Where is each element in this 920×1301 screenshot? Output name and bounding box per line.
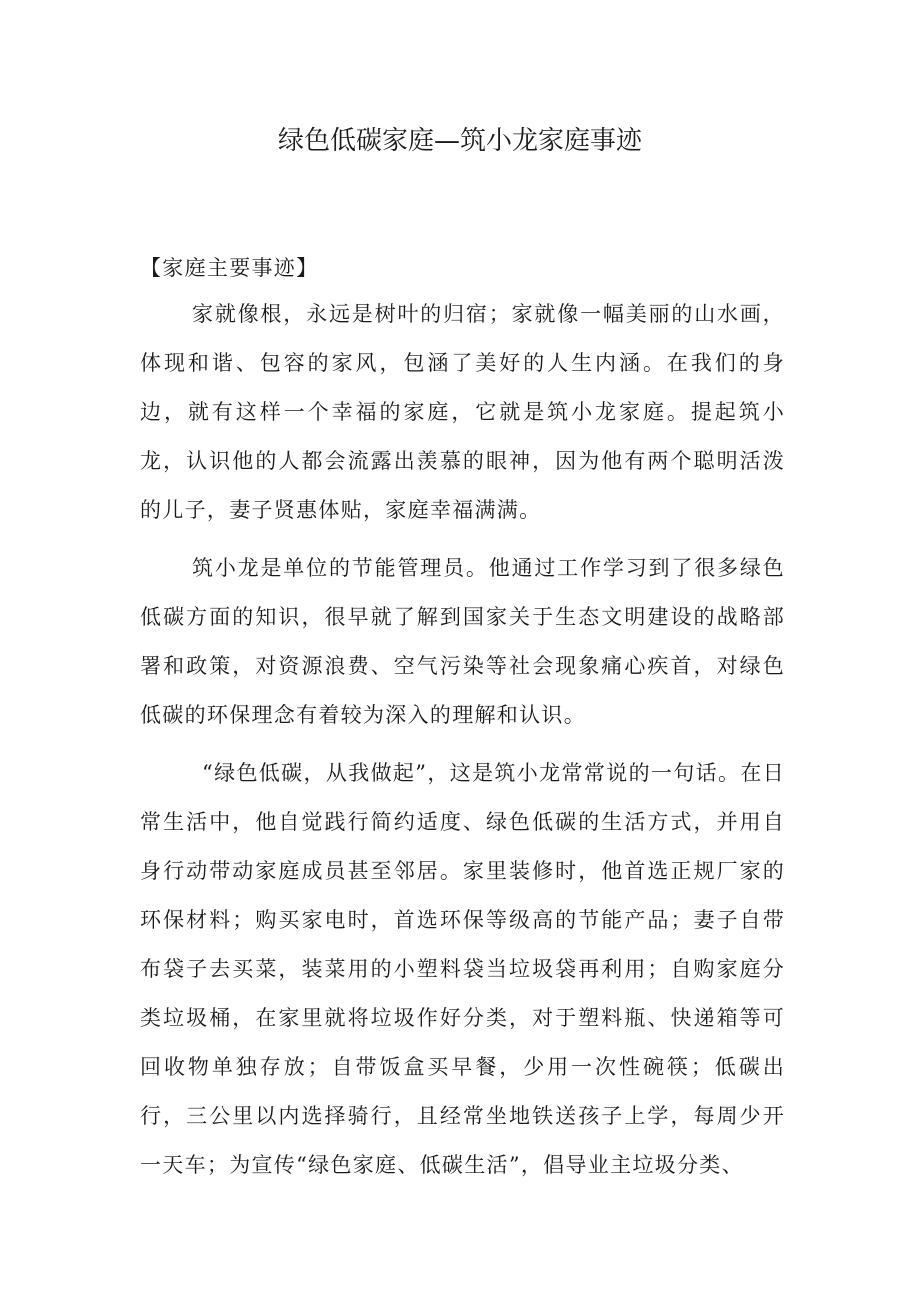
paragraph-3: “绿色低碳，从我做起”，这是筑小龙常常说的一句话。在日常生活中，他自觉践行简约适度、绿色低碳的生活方式，并用自身行动带动家庭成员甚至邻居。家里装修时，他首选正规厂家的环保材料；购买家电时，首选环保等级高的节能产品；妻子自带布袋子去买菜，装菜用的小塑料袋当垃圾袋再利用；自购家庭分类垃圾桶，在家里就将垃圾作好分类，对于塑料瓶、快递箱等可回收物单独存放；自带饭盒买早餐，少用一次性碗筷；低碳出行，三公里以内选择骑行，且经常坐地铁送孩子上学，每周少开一天车；为宣传“绿色家庭、低碳生活”，倡导业主垃圾分类、 bbox=[140, 761, 785, 1177]
document-title: 绿色低碳家庭—筑小龙家庭事迹 bbox=[277, 126, 642, 156]
paragraph-2: 筑小龙是单位的节能管理员。他通过工作学习到了很多绿色低碳方面的知识，很早就了解到国家关于生态文明建设的战略部署和政策，对资源浪费、空气污染等社会现象痛心疾首，对绿色低碳的环保理念有着较为深入的理解和认识。 bbox=[140, 556, 785, 727]
section-heading: 【家庭主要事迹】 bbox=[140, 256, 319, 280]
paragraph-1: 家就像根，永远是树叶的归宿；家就像一幅美丽的山水画，体现和谐、包容的家风，包涵了美好的人生内涵。在我们的身边，就有这样一个幸福的家庭，它就是筑小龙家庭。提起筑小龙，认识他的人都会流露出羡慕的眼神，因为他有两个聪明活泼的儿子，妻子贤惠体贴，家庭幸福满满。 bbox=[140, 302, 785, 522]
